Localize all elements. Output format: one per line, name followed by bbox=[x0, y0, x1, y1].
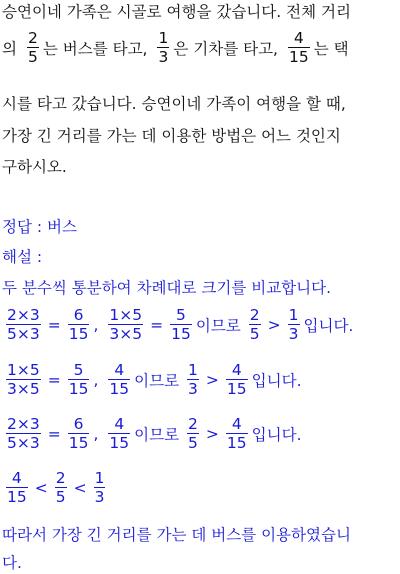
fraction-numerator: 4 bbox=[114, 415, 125, 433]
fraction-numerator: 1 bbox=[288, 306, 299, 324]
fraction bbox=[108, 416, 130, 452]
fraction bbox=[68, 362, 90, 398]
fraction-denominator: 15 bbox=[171, 325, 191, 344]
fraction-numerator: 2 bbox=[27, 29, 38, 47]
fraction-denominator: 5 bbox=[249, 325, 260, 344]
fraction-denominator: 5 bbox=[27, 48, 38, 67]
conclusion-text-1: 따라서 가장 긴 거리를 가는 데 버스를 이용하였습니 bbox=[2, 526, 351, 544]
fraction bbox=[6, 362, 41, 398]
sentence-end: 입니다. bbox=[251, 371, 302, 390]
fraction-denominator: 3×5 bbox=[7, 380, 40, 399]
fraction-numerator: 1 bbox=[158, 29, 169, 47]
problem-line-5 bbox=[2, 155, 67, 177]
explanation-intro-line bbox=[2, 276, 331, 298]
greater-than-sign: > bbox=[205, 424, 219, 443]
fraction-denominator: 3×5 bbox=[109, 325, 143, 344]
greater-than-sign: > bbox=[205, 370, 219, 389]
fraction-denominator: 15 bbox=[68, 380, 89, 399]
fraction-denominator: 15 bbox=[109, 380, 130, 399]
greater-than-sign: > bbox=[267, 315, 281, 334]
fraction-denominator: 15 bbox=[226, 380, 247, 399]
fraction-denominator: 3 bbox=[288, 325, 299, 344]
conclusion-line-2 bbox=[2, 551, 22, 573]
fraction bbox=[288, 307, 300, 343]
problem-text-4: 가장 긴 거리를 가는 데 이용한 방법은 어느 것인지 bbox=[2, 127, 341, 145]
fraction bbox=[187, 362, 199, 398]
fraction-numerator: 2 bbox=[249, 306, 260, 324]
problem-text-3: 시를 타고 갔습니다. 승연이네 가족이 여행을 할 때, bbox=[2, 95, 346, 113]
comma: , bbox=[93, 315, 99, 334]
comparison-row-3 bbox=[2, 416, 302, 452]
problem-text-2-post: 는 택 bbox=[313, 39, 349, 58]
fraction bbox=[6, 307, 41, 343]
fraction bbox=[68, 416, 90, 452]
fraction-numerator: 5 bbox=[176, 306, 186, 324]
problem-line-3 bbox=[2, 92, 346, 114]
fraction-numerator: 4 bbox=[114, 361, 125, 379]
fraction bbox=[108, 307, 143, 343]
fraction-numerator: 2×3 bbox=[7, 306, 40, 324]
fraction-taxi bbox=[288, 30, 310, 66]
problem-line-4 bbox=[2, 124, 341, 146]
fraction-denominator: 5×3 bbox=[7, 325, 40, 344]
fraction-denominator: 15 bbox=[7, 488, 27, 507]
equals-sign: = bbox=[47, 424, 61, 443]
fraction-numerator: 4 bbox=[231, 415, 242, 433]
fraction-numerator: 2×3 bbox=[7, 415, 40, 433]
explanation-intro: 두 분수씩 통분하여 차례대로 크기를 비교합니다. bbox=[2, 279, 332, 297]
problem-text-2-pre: 의 bbox=[2, 39, 17, 58]
fraction-numerator: 6 bbox=[73, 306, 84, 324]
fraction-denominator: 3 bbox=[158, 48, 169, 67]
fraction-denominator: 5 bbox=[55, 488, 66, 507]
conclusion-line-1 bbox=[2, 523, 351, 545]
equals-sign: = bbox=[150, 315, 164, 334]
fraction-numerator: 4 bbox=[11, 469, 22, 487]
conclusion-text-2: 다. bbox=[2, 554, 22, 572]
fraction-denominator: 15 bbox=[109, 434, 130, 453]
answer-label: 정답 : 버스 bbox=[2, 218, 77, 236]
fraction bbox=[187, 416, 199, 452]
equals-sign: = bbox=[47, 315, 61, 334]
fraction-numerator: 2 bbox=[55, 469, 66, 487]
fraction-numerator: 2 bbox=[188, 415, 198, 433]
explanation-label-line bbox=[2, 245, 42, 267]
fraction-denominator: 15 bbox=[226, 434, 247, 453]
fraction-denominator: 15 bbox=[68, 434, 89, 453]
fraction bbox=[94, 470, 106, 506]
explanation-label: 해설 : bbox=[2, 248, 43, 266]
fraction-numerator: 4 bbox=[293, 29, 304, 47]
fraction bbox=[68, 307, 90, 343]
fraction bbox=[6, 416, 41, 452]
fraction-bus bbox=[27, 30, 39, 66]
fraction bbox=[249, 307, 261, 343]
less-than-sign: < bbox=[73, 478, 87, 497]
fraction-train bbox=[157, 30, 169, 66]
problem-text-2-mid1: 는 버스를 타고, bbox=[42, 39, 148, 58]
fraction-denominator: 3 bbox=[94, 488, 105, 507]
connector-word: 이므로 bbox=[134, 371, 180, 390]
fraction bbox=[108, 362, 130, 398]
fraction bbox=[55, 470, 67, 506]
comparison-row-2 bbox=[2, 362, 302, 398]
comparison-row-1 bbox=[2, 307, 353, 343]
comma: , bbox=[93, 370, 99, 389]
problem-text-2-mid2: 은 기차를 타고, bbox=[173, 39, 278, 58]
problem-line-1 bbox=[2, 0, 351, 22]
fraction bbox=[226, 416, 248, 452]
fraction-numerator: 1 bbox=[94, 469, 105, 487]
comma: , bbox=[93, 424, 99, 443]
fraction-denominator: 15 bbox=[288, 48, 309, 67]
fraction bbox=[6, 470, 28, 506]
fraction-numerator: 1×5 bbox=[7, 361, 40, 379]
fraction-numerator: 6 bbox=[73, 415, 84, 433]
fraction-numerator: 1×5 bbox=[109, 306, 143, 324]
problem-line-2 bbox=[2, 30, 349, 66]
fraction-denominator: 15 bbox=[68, 325, 89, 344]
less-than-sign: < bbox=[34, 478, 48, 497]
fraction-denominator: 3 bbox=[188, 380, 198, 399]
fraction-numerator: 4 bbox=[231, 361, 242, 379]
sentence-end: 입니다. bbox=[251, 425, 302, 444]
fraction bbox=[226, 362, 248, 398]
fraction-numerator: 1 bbox=[188, 361, 198, 379]
connector-word: 이므로 bbox=[134, 425, 180, 444]
sentence-end: 입니다. bbox=[303, 316, 354, 335]
answer-line bbox=[2, 215, 77, 237]
connector-word: 이므로 bbox=[195, 316, 241, 335]
equals-sign: = bbox=[47, 370, 61, 389]
problem-text-1: 승연이네 가족은 시골로 여행을 갔습니다. 전체 거리 bbox=[2, 3, 351, 21]
fraction bbox=[170, 307, 192, 343]
comparison-row-4 bbox=[2, 470, 109, 506]
fraction-numerator: 5 bbox=[73, 361, 84, 379]
fraction-denominator: 5 bbox=[188, 434, 198, 453]
problem-text-5: 구하시오. bbox=[2, 158, 67, 176]
fraction-denominator: 5×3 bbox=[7, 434, 40, 453]
